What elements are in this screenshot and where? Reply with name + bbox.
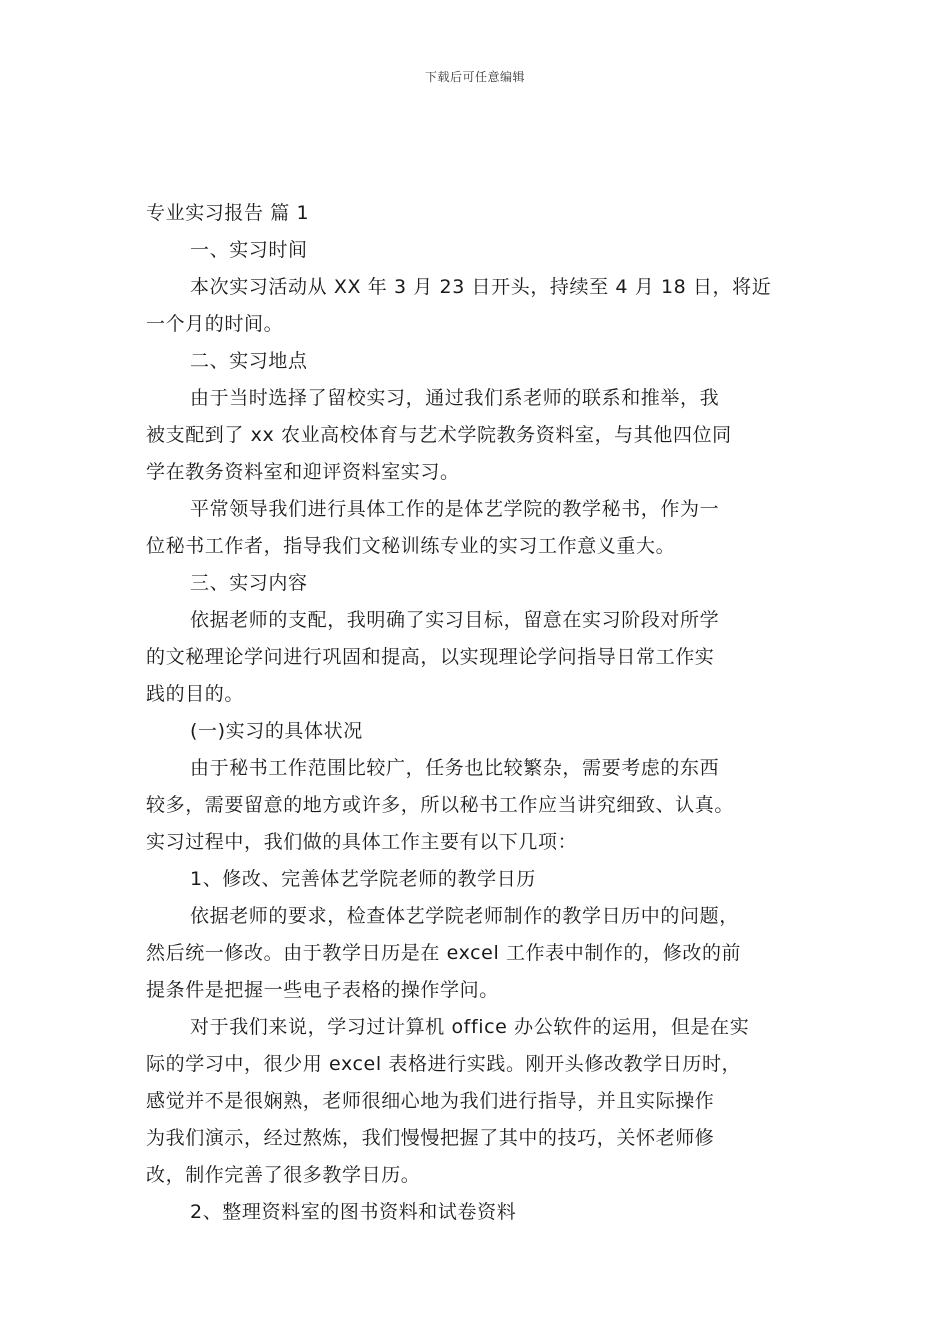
text-line: 践的目的。 bbox=[146, 683, 245, 705]
text-line: 一个月的时间。 bbox=[146, 313, 284, 335]
text-line: 专业实习报告 篇 1 bbox=[146, 202, 310, 224]
text-line: 提条件是把握一些电子表格的操作学问。 bbox=[146, 979, 499, 1001]
text-line: 实习过程中，我们做的具体工作主要有以下几项： bbox=[146, 831, 578, 853]
text-line: 1、修改、完善体艺学院老师的教学日历 bbox=[190, 868, 536, 890]
text-line: 一、实习时间 bbox=[190, 239, 308, 261]
text-line: 然后统一修改。由于教学日历是在 excel 工作表中制作的，修改的前 bbox=[146, 942, 742, 964]
text-line: 对于我们来说，学习过计算机 office 办公软件的运用，但是在实 bbox=[190, 1016, 750, 1038]
document-body bbox=[146, 195, 816, 1231]
text-line: 较多，需要留意的地方或许多，所以秘书工作应当讲究细致、认真。 bbox=[146, 794, 735, 816]
text-line: 依据老师的支配，我明确了实习目标，留意在实习阶段对所学 bbox=[190, 609, 720, 631]
text-line: (一)实习的具体状况 bbox=[190, 720, 363, 742]
text-line: 平常领导我们进行具体工作的是体艺学院的教学秘书，作为一 bbox=[190, 498, 720, 520]
text-line: 三、实习内容 bbox=[190, 572, 308, 594]
text-line: 二、实习地点 bbox=[190, 350, 308, 372]
text-line: 改，制作完善了很多教学日历。 bbox=[146, 1164, 421, 1186]
text-line: 由于当时选择了留校实习，通过我们系老师的联系和推举，我 bbox=[190, 387, 720, 409]
text-line: 学在教务资料室和迎评资料室实习。 bbox=[146, 461, 460, 483]
text-line: 为我们演示，经过熬炼，我们慢慢把握了其中的技巧，关怀老师修 bbox=[146, 1127, 715, 1149]
header-note: 下载后可任意编辑 bbox=[424, 70, 525, 84]
text-line: 2、整理资料室的图书资料和试卷资料 bbox=[190, 1201, 517, 1223]
text-line: 本次实习活动从 XX 年 3 月 23 日开头，持续至 4 月 18 日，将近 bbox=[190, 276, 772, 298]
text-line: 位秘书工作者，指导我们文秘训练专业的实习工作意义重大。 bbox=[146, 535, 676, 557]
text-line: 感觉并不是很娴熟，老师很细心地为我们进行指导，并且实际操作 bbox=[146, 1090, 715, 1112]
text-line: 际的学习中，很少用 excel 表格进行实践。刚开头修改教学日历时， bbox=[146, 1053, 742, 1075]
text-line: 的文秘理论学问进行巩固和提高，以实现理论学问指导日常工作实 bbox=[146, 646, 715, 668]
text-line: 依据老师的要求，检查体艺学院老师制作的教学日历中的问题， bbox=[190, 905, 739, 927]
text-line: 被支配到了 xx 农业高校体育与艺术学院教务资料室，与其他四位同 bbox=[146, 424, 732, 446]
text-line: 由于秘书工作范围比较广，任务也比较繁杂，需要考虑的东西 bbox=[190, 757, 720, 779]
